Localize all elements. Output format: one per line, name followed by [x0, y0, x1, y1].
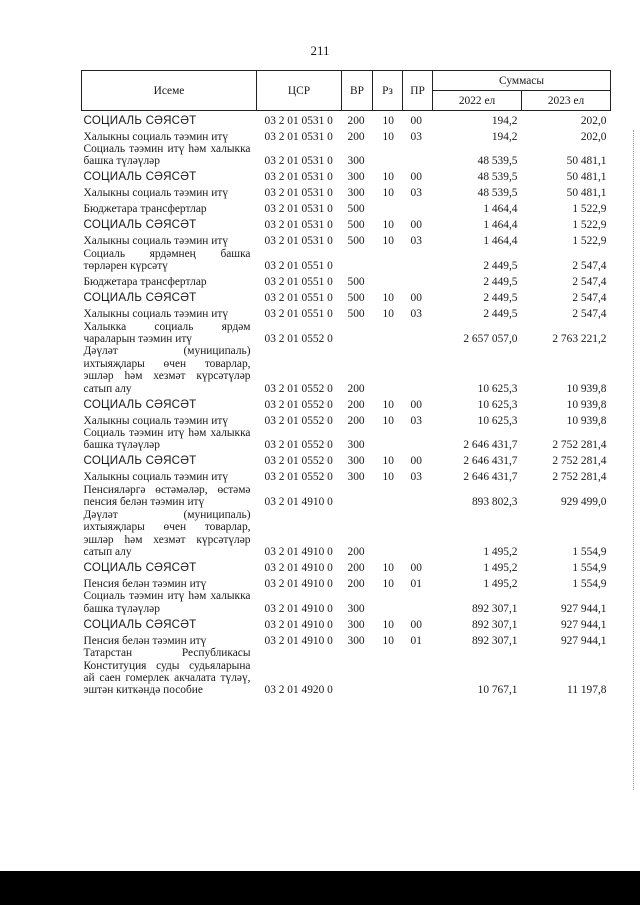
row-pr-code: 00	[410, 219, 422, 232]
header-rz: Рз	[373, 71, 403, 111]
row-name: Халыкны социаль тәэмин итү	[83, 187, 229, 200]
row-rz-code	[373, 321, 403, 346]
row-vr-code	[342, 647, 373, 697]
row-pr-code: 00	[410, 171, 422, 184]
table-row	[82, 248, 611, 273]
page-number: 211	[310, 43, 330, 58]
table-row	[82, 427, 611, 452]
row-rz-code: 10	[382, 414, 394, 427]
row-sum-2022: 1 495,2	[483, 561, 518, 574]
scan-bottom-bar	[0, 871, 640, 905]
row-csr-code: 03 2 01 0552 0	[264, 398, 333, 411]
row-name: Халыкны социаль тәэмин итү	[83, 235, 229, 248]
row-name: Халыкка социаль ярдәм чараларын тәэмин итү	[83, 320, 251, 346]
row-csr-code: 03 2 01 4910 0	[264, 496, 333, 509]
row-name: СОЦИАЛЬ СӘЯСӘТ	[83, 218, 197, 232]
row-pr-code: 00	[410, 455, 422, 468]
table-row	[82, 558, 611, 574]
row-sum-2022: 1 464,4	[483, 235, 518, 248]
row-pr-code	[403, 200, 433, 216]
row-rz-code	[373, 427, 403, 452]
row-name: Халыкны социаль тәэмин итү	[83, 130, 229, 143]
row-sum-2023: 1 522,9	[572, 203, 607, 216]
table-row	[82, 631, 611, 647]
table-row	[82, 574, 611, 590]
row-vr-code: 200	[347, 577, 365, 590]
row-vr-code: 300	[347, 171, 365, 184]
row-rz-code: 10	[382, 130, 394, 143]
row-sum-2022: 892 307,1	[471, 634, 518, 647]
table-row	[82, 305, 611, 321]
row-vr-code: 500	[347, 308, 365, 321]
row-sum-2023: 2 752 281,4	[552, 439, 607, 452]
row-sum-2023: 11 197,8	[567, 684, 607, 697]
row-name: СОЦИАЛЬ СӘЯСӘТ	[83, 560, 197, 574]
row-name: Пенсия белән тәэмин итү	[83, 577, 207, 590]
row-vr-code: 200	[347, 398, 365, 411]
row-pr-code	[403, 427, 433, 452]
row-rz-code	[373, 647, 403, 697]
row-csr-code: 03 2 01 0531 0	[264, 130, 333, 143]
row-vr-code	[342, 321, 373, 346]
row-vr-code	[342, 248, 373, 273]
row-sum-2023: 2 547,4	[572, 308, 607, 321]
row-sum-2023: 1 522,9	[572, 219, 607, 232]
row-name: СОЦИАЛЬ СӘЯСӘТ	[83, 397, 197, 411]
row-rz-code	[373, 273, 403, 289]
row-vr-code: 300	[347, 634, 365, 647]
row-sum-2022: 10 625,3	[477, 414, 518, 427]
row-vr-code: 500	[347, 203, 365, 216]
row-sum-2022: 1 495,2	[483, 577, 518, 590]
row-name: Бюджетара трансфертлар	[83, 276, 207, 289]
row-name: Татарстан Республикасы Конституция суды судьяларына ай саен гомерлек акчалата түләү, эштән киткәндә пособие	[83, 647, 251, 697]
row-rz-code	[373, 248, 403, 273]
row-pr-code: 01	[410, 577, 422, 590]
row-csr-code: 03 2 01 4910 0	[264, 561, 333, 574]
row-sum-2023: 202,0	[580, 130, 607, 143]
row-pr-code	[403, 273, 433, 289]
row-sum-2022: 194,2	[491, 114, 518, 127]
row-name: Социаль тәэмин итү һәм халыкка башка түләүләр	[83, 427, 251, 452]
row-sum-2023: 1 522,9	[572, 235, 607, 248]
row-sum-2023: 2 547,4	[572, 260, 607, 273]
row-name: СОЦИАЛЬ СӘЯСӘТ	[83, 291, 197, 305]
budget-table	[81, 70, 611, 697]
row-pr-code	[403, 590, 433, 615]
table-body	[82, 111, 611, 697]
row-csr-code: 03 2 01 4910 0	[264, 602, 333, 615]
row-rz-code: 10	[382, 471, 394, 484]
header-pr: ПР	[403, 71, 433, 111]
row-vr-code: 300	[347, 618, 365, 631]
row-sum-2023: 1 554,9	[572, 577, 607, 590]
row-sum-2023: 50 481,1	[566, 187, 607, 200]
row-pr-code: 00	[410, 561, 422, 574]
row-name: СОЦИАЛЬ СӘЯСӘТ	[83, 170, 197, 184]
table-row	[82, 647, 611, 697]
row-name: Халыкны социаль тәэмин итү	[83, 471, 229, 484]
row-pr-code	[403, 647, 433, 697]
row-pr-code	[403, 345, 433, 395]
table-row	[82, 411, 611, 427]
table-row	[82, 452, 611, 468]
row-rz-code: 10	[382, 634, 394, 647]
table-row	[82, 184, 611, 200]
row-sum-2023: 1 554,9	[572, 561, 607, 574]
row-pr-code	[403, 484, 433, 509]
row-csr-code: 03 2 01 4910 0	[264, 634, 333, 647]
row-csr-code: 03 2 01 0552 0	[264, 471, 333, 484]
row-sum-2022: 892 307,1	[471, 618, 518, 631]
row-csr-code: 03 2 01 0531 0	[264, 187, 333, 200]
row-sum-2023: 927 944,1	[560, 602, 607, 615]
row-name: Халыкны социаль тәэмин итү	[83, 308, 229, 321]
row-pr-code: 03	[410, 187, 422, 200]
row-csr-code: 03 2 01 0551 0	[264, 276, 333, 289]
row-vr-code: 300	[347, 602, 365, 615]
row-vr-code: 200	[347, 414, 365, 427]
row-sum-2022: 2 449,5	[483, 308, 518, 321]
row-name: СОЦИАЛЬ СӘЯСӘТ	[83, 454, 197, 468]
row-sum-2022: 48 539,5	[477, 155, 518, 168]
row-name: СОЦИАЛЬ СӘЯСӘТ	[83, 113, 197, 127]
row-pr-code: 03	[410, 414, 422, 427]
row-sum-2023: 10 939,8	[566, 398, 607, 411]
row-csr-code: 03 2 01 4920 0	[264, 684, 333, 697]
row-rz-code: 10	[382, 618, 394, 631]
row-name: Пенсияләргә өстәмәләр, өстәмә пенсия белән тәэмин итү	[83, 483, 251, 509]
row-sum-2022: 10 625,3	[477, 382, 518, 395]
row-vr-code: 500	[347, 235, 365, 248]
row-csr-code: 03 2 01 0531 0	[264, 235, 333, 248]
row-name: Пенсия белән тәэмин итү	[83, 634, 207, 647]
row-sum-2023: 50 481,1	[566, 171, 607, 184]
row-vr-code: 200	[347, 561, 365, 574]
table-row	[82, 321, 611, 346]
row-sum-2022: 48 539,5	[477, 171, 518, 184]
row-sum-2022: 48 539,5	[477, 187, 518, 200]
row-rz-code: 10	[382, 171, 394, 184]
row-rz-code: 10	[382, 577, 394, 590]
row-name: Социаль тәэмин итү һәм халыкка башка түләүләр	[83, 143, 251, 168]
table-row	[82, 273, 611, 289]
row-rz-code: 10	[382, 561, 394, 574]
header-sums: Суммасы	[433, 71, 611, 91]
row-rz-code: 10	[382, 308, 394, 321]
row-sum-2022: 2 646 431,7	[463, 439, 518, 452]
row-rz-code: 10	[382, 187, 394, 200]
row-sum-2023: 10 939,8	[566, 382, 607, 395]
row-vr-code: 200	[347, 545, 365, 558]
row-pr-code: 00	[410, 618, 422, 631]
table-row	[82, 615, 611, 631]
header-csr: ЦСР	[257, 71, 342, 111]
row-sum-2022: 194,2	[491, 130, 518, 143]
row-sum-2022: 2 449,5	[483, 292, 518, 305]
row-pr-code: 03	[410, 308, 422, 321]
table-row	[82, 468, 611, 484]
row-vr-code: 300	[347, 439, 365, 452]
row-sum-2023: 927 944,1	[560, 634, 607, 647]
table-row	[82, 509, 611, 559]
row-sum-2023: 10 939,8	[566, 414, 607, 427]
row-csr-code: 03 2 01 0531 0	[264, 114, 333, 127]
row-csr-code: 03 2 01 4910 0	[264, 618, 333, 631]
row-sum-2022: 2 449,5	[483, 260, 518, 273]
table-row	[82, 143, 611, 168]
row-pr-code: 00	[410, 292, 422, 305]
row-pr-code	[403, 248, 433, 273]
table-row	[82, 127, 611, 143]
row-vr-code: 200	[347, 114, 365, 127]
row-pr-code: 00	[410, 114, 422, 127]
row-sum-2023: 2 547,4	[572, 276, 607, 289]
row-rz-code	[373, 590, 403, 615]
row-csr-code: 03 2 01 0552 0	[264, 455, 333, 468]
row-csr-code: 03 2 01 0552 0	[264, 439, 333, 452]
row-vr-code: 300	[347, 455, 365, 468]
row-csr-code: 03 2 01 0551 0	[264, 260, 333, 273]
row-sum-2023: 202,0	[580, 114, 607, 127]
row-sum-2022: 2 646 431,7	[463, 455, 518, 468]
row-vr-code: 500	[347, 276, 365, 289]
row-rz-code	[373, 345, 403, 395]
row-rz-code	[373, 143, 403, 168]
row-vr-code: 500	[347, 292, 365, 305]
row-rz-code: 10	[382, 235, 394, 248]
row-csr-code: 03 2 01 0552 0	[264, 414, 333, 427]
row-pr-code	[403, 321, 433, 346]
row-sum-2023: 1 554,9	[572, 545, 607, 558]
row-csr-code: 03 2 01 0531 0	[264, 171, 333, 184]
row-name: Дәүләт (муниципаль) ихтыяҗлары өчен товарлар, эшләр һәм хезмәт күрсәтүләр сатып алу	[83, 345, 251, 395]
row-rz-code	[373, 200, 403, 216]
row-sum-2023: 2 763 221,2	[552, 333, 607, 346]
row-rz-code: 10	[382, 219, 394, 232]
row-sum-2023: 929 499,0	[560, 496, 607, 509]
row-csr-code: 03 2 01 4910 0	[264, 577, 333, 590]
row-sum-2023: 2 752 281,4	[552, 471, 607, 484]
row-sum-2022: 892 307,1	[471, 602, 518, 615]
row-sum-2022: 1 495,2	[483, 545, 518, 558]
row-sum-2022: 10 625,3	[477, 398, 518, 411]
row-name: Бюджетара трансфертлар	[83, 203, 207, 216]
header-year-2022: 2022 ел	[433, 91, 522, 111]
row-pr-code: 03	[410, 235, 422, 248]
table-row	[82, 289, 611, 305]
row-sum-2022: 1 464,4	[483, 219, 518, 232]
row-pr-code	[403, 143, 433, 168]
row-rz-code: 10	[382, 292, 394, 305]
row-sum-2023: 2 752 281,4	[552, 455, 607, 468]
row-vr-code: 200	[347, 382, 365, 395]
row-rz-code	[373, 484, 403, 509]
row-vr-code: 500	[347, 219, 365, 232]
row-rz-code: 10	[382, 398, 394, 411]
row-name: Социаль ярдәмнең башка төрләрен күрсәтү	[83, 247, 251, 273]
row-pr-code: 01	[410, 634, 422, 647]
row-name: СОЦИАЛЬ СӘЯСӘТ	[83, 617, 197, 631]
row-rz-code: 10	[382, 114, 394, 127]
row-sum-2022: 2 646 431,7	[463, 471, 518, 484]
row-rz-code	[373, 509, 403, 559]
header-name: Исеме	[82, 71, 257, 111]
row-csr-code: 03 2 01 0551 0	[264, 308, 333, 321]
header-year-2023: 2023 ел	[522, 91, 611, 111]
row-vr-code: 200	[347, 130, 365, 143]
row-pr-code: 03	[410, 130, 422, 143]
row-sum-2022: 10 767,1	[477, 684, 518, 697]
table-row	[82, 200, 611, 216]
table-row	[82, 168, 611, 184]
table-row	[82, 111, 611, 128]
row-name: Халыкны социаль тәэмин итү	[83, 414, 229, 427]
row-rz-code: 10	[382, 455, 394, 468]
row-vr-code: 300	[347, 155, 365, 168]
row-sum-2022: 893 802,3	[471, 496, 518, 509]
row-csr-code: 03 2 01 0531 0	[264, 203, 333, 216]
row-csr-code: 03 2 01 0552 0	[264, 382, 333, 395]
table-row	[82, 216, 611, 232]
row-csr-code: 03 2 01 0531 0	[264, 155, 333, 168]
row-vr-code: 300	[347, 471, 365, 484]
row-pr-code	[403, 509, 433, 559]
row-pr-code: 03	[410, 471, 422, 484]
row-csr-code: 03 2 01 0551 0	[264, 292, 333, 305]
table-row	[82, 345, 611, 395]
row-vr-code	[342, 484, 373, 509]
table-row	[82, 590, 611, 615]
row-sum-2023: 2 547,4	[572, 292, 607, 305]
row-name: Дәүләт (муниципаль) ихтыяҗлары өчен товарлар, эшләр һәм хезмәт күрсәтүләр сатып алу	[83, 508, 251, 558]
scan-edge-mark	[631, 130, 634, 790]
row-pr-code: 00	[410, 398, 422, 411]
row-sum-2023: 927 944,1	[560, 618, 607, 631]
row-sum-2022: 1 464,4	[483, 203, 518, 216]
row-sum-2023: 50 481,1	[566, 155, 607, 168]
row-vr-code: 300	[347, 187, 365, 200]
row-csr-code: 03 2 01 0552 0	[264, 333, 333, 346]
table-row	[82, 232, 611, 248]
header-vr: ВР	[342, 71, 373, 111]
row-name: Социаль тәэмин итү һәм халыкка башка түләүләр	[83, 590, 251, 615]
row-sum-2022: 2 449,5	[483, 276, 518, 289]
table-row	[82, 484, 611, 509]
table-row	[82, 395, 611, 411]
row-csr-code: 03 2 01 0531 0	[264, 219, 333, 232]
row-csr-code: 03 2 01 4910 0	[264, 545, 333, 558]
row-sum-2022: 2 657 057,0	[463, 333, 518, 346]
